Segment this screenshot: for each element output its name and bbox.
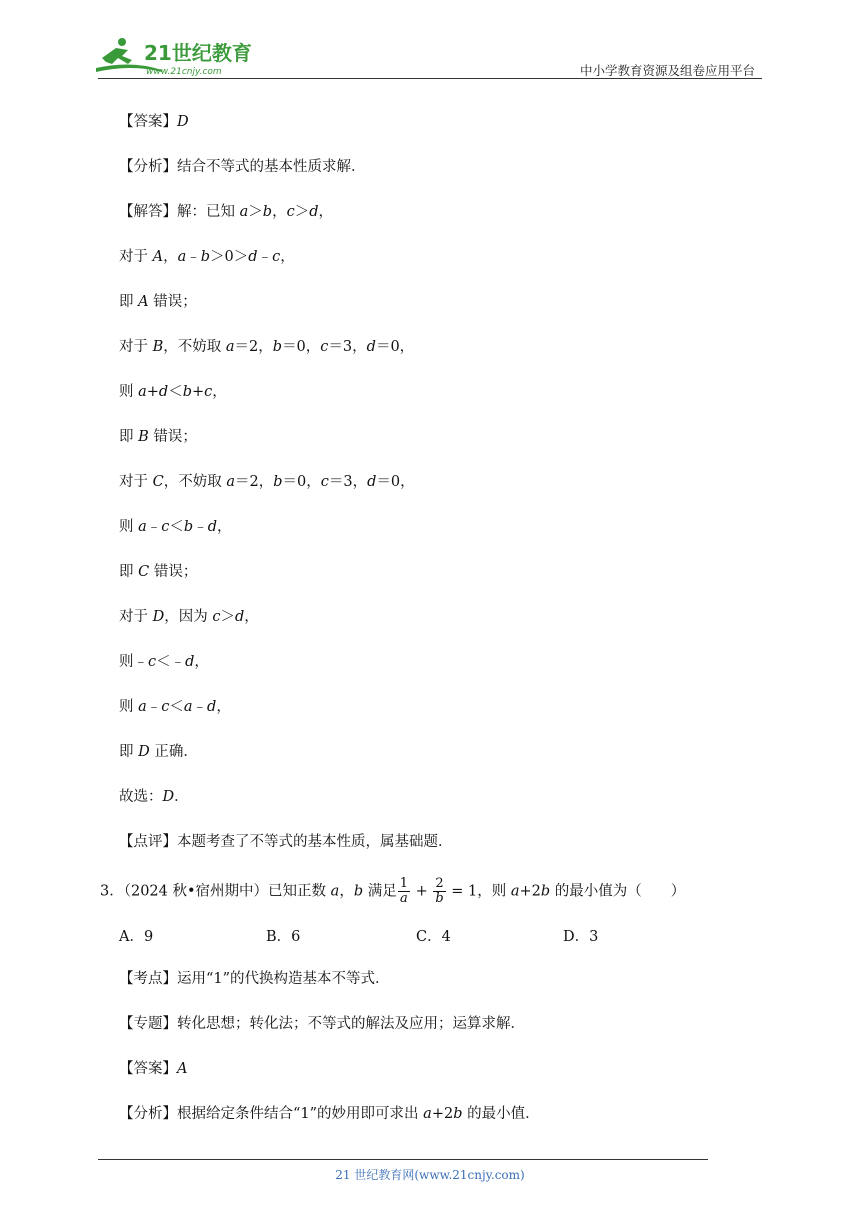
footer-divider <box>98 1159 708 1160</box>
option-a: A．9 <box>119 929 154 945</box>
analysis-line: 【分析】结合不等式的基本性质求解． <box>119 159 366 175</box>
footer-link[interactable]: 21 世纪教育网(www.21cnjy.com) <box>335 1168 525 1182</box>
solution-line-5: 即 B 错误； <box>119 429 197 445</box>
solution-line-3: 对于 B，不妨取 a＝2，b＝0，c＝3，d＝0， <box>119 339 415 355</box>
option-c: C．4 <box>416 929 451 945</box>
solution-line-6: 对于 C，不妨取 a＝2，b＝0，c＝3，d＝0， <box>119 474 415 490</box>
question-3: 3．（2024 秋•宿州期中）已知正数 a，b 满足 $\frac{1}{a}$ + $\frac{2}{b}$ = 1，则 a+2b 的最小值为（ ） <box>100 876 686 906</box>
comment-line: 【点评】本题考查了不等式的基本性质，属基础题． <box>119 834 453 850</box>
logo-url: www.21cnjy.com <box>146 67 222 77</box>
site-title: 中小学教育资源及组卷应用平台 <box>579 63 755 78</box>
option-d: D．3 <box>563 929 599 945</box>
solution-line-8: 即 C 错误； <box>119 564 198 580</box>
question-number: 3． <box>100 883 124 900</box>
solution-line-7: 则 a﹣c＜b﹣d， <box>119 519 232 535</box>
option-b: B．6 <box>266 929 301 945</box>
solution-line-1: 对于 A，a﹣b＞0＞d﹣c， <box>119 249 295 265</box>
site-logo <box>92 34 262 78</box>
fraction-2-over-b: $\frac{2}{b}$ <box>435 876 444 906</box>
kaodian-line: 【考点】运用“1”的代换构造基本不等式． <box>119 971 390 987</box>
answer-line: 【答案】D <box>119 114 189 130</box>
answer-line-2: 【答案】A <box>119 1061 188 1077</box>
fraction-1-over-a: $\frac{1}{a}$ <box>399 876 408 906</box>
solution-line-11: 则 a﹣c＜a﹣d， <box>119 699 231 715</box>
solution-line-2: 即 A 错误； <box>119 294 197 310</box>
header-divider <box>98 78 762 79</box>
solution-line-10: 则﹣c＜﹣d， <box>119 654 209 670</box>
solution-line-12: 即 D 正确． <box>119 744 198 760</box>
analysis-line-2: 【分析】根据给定条件结合“1”的妙用即可求出 a+2b 的最小值． <box>119 1106 540 1122</box>
solution-line-4: 则 a+d＜b+c， <box>119 384 227 400</box>
choice-line: 故选：D． <box>119 789 189 805</box>
solve-line: 【解答】解：已知 a＞b，c＞d， <box>119 204 333 220</box>
solution-line-9: 对于 D，因为 c＞d， <box>119 609 259 625</box>
zhuanti-line: 【专题】转化思想；转化法；不等式的解法及应用；运算求解． <box>119 1016 525 1032</box>
logo-text: 21世纪教育 <box>144 41 252 65</box>
